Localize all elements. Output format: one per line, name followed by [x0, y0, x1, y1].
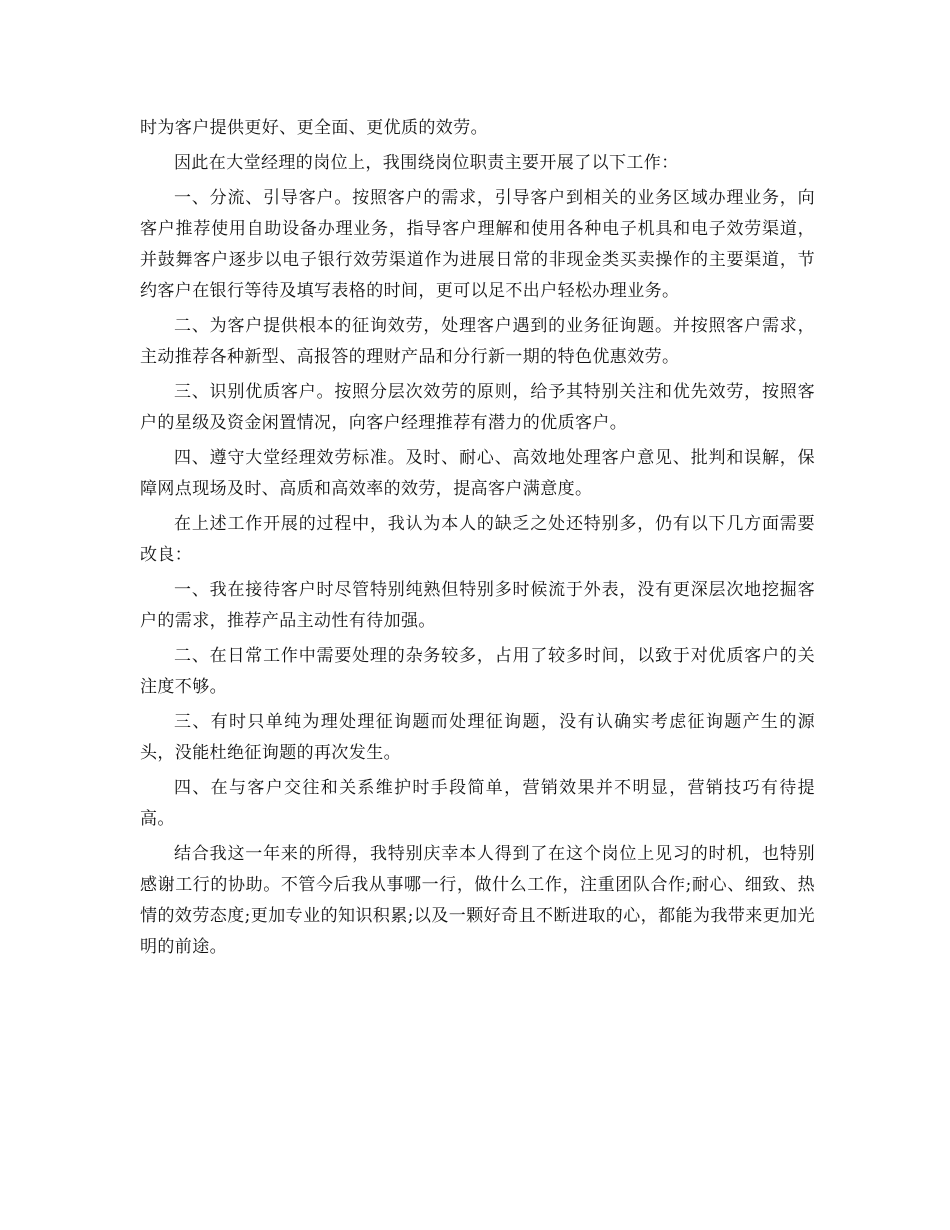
paragraph-7: 在上述工作开展的过程中，我认为本人的缺乏之处还特别多，仍有以下几方面需要改良：	[140, 514, 815, 565]
paragraph-12: 结合我这一年来的所得，我特别庆幸本人得到了在这个岗位上见习的时机，也特别感谢工行的协助。不管今后我从事哪一行，做什么工作，注重团队合作;耐心、细致、热情的效劳态度;更加专业的知识积累;以及一颗好奇且不断进取的心，都能为我带来更加光明的前途。	[140, 844, 815, 957]
paragraph-6: 四、遵守大堂经理效劳标准。及时、耐心、高效地处理客户意见、批判和误解，保障网点现场及时、高质和高效率的效劳，提高客户满意度。	[140, 448, 815, 499]
paragraph-11: 四、在与客户交往和关系维护时手段简单，营销效果并不明显，营销技巧有待提高。	[140, 778, 815, 829]
paragraph-9: 二、在日常工作中需要处理的杂务较多，占用了较多时间，以致于对优质客户的关注度不够。	[140, 646, 815, 697]
paragraph-1: 时为客户提供更好、更全面、更优质的效劳。	[140, 118, 488, 138]
paragraph-3: 一、分流、引导客户。按照客户的需求，引导客户到相关的业务区域办理业务，向客户推荐使用自助设备办理业务，指导客户理解和使用各种电子机具和电子效劳渠道，并鼓舞客户逐步以电子银行效劳渠道作为进展日常的非现金类买卖操作的主要渠道，节约客户在银行等待及填写表格的时间，更可以足不出户轻松办理业务。	[140, 188, 815, 301]
paragraph-5: 三、识别优质客户。按照分层次效劳的原则，给予其特别关注和优先效劳，按照客户的星级及资金闲置情况，向客户经理推荐有潜力的优质客户。	[140, 382, 815, 433]
document-body	[140, 113, 815, 967]
paragraph-4: 二、为客户提供根本的征询效劳，处理客户遇到的业务征询题。并按照客户需求，主动推荐各种新型、高报答的理财产品和分行新一期的特色优惠效劳。	[140, 316, 815, 367]
paragraph-10: 三、有时只单纯为理处理征询题而处理征询题，没有认确实考虑征询题产生的源头，没能杜绝征询题的再次发生。	[140, 712, 815, 763]
paragraph-8: 一、我在接待客户时尽管特别纯熟但特别多时候流于外表，没有更深层次地挖掘客户的需求，推荐产品主动性有待加强。	[140, 580, 815, 631]
paragraph-2: 因此在大堂经理的岗位上，我围绕岗位职责主要开展了以下工作：	[174, 153, 679, 173]
